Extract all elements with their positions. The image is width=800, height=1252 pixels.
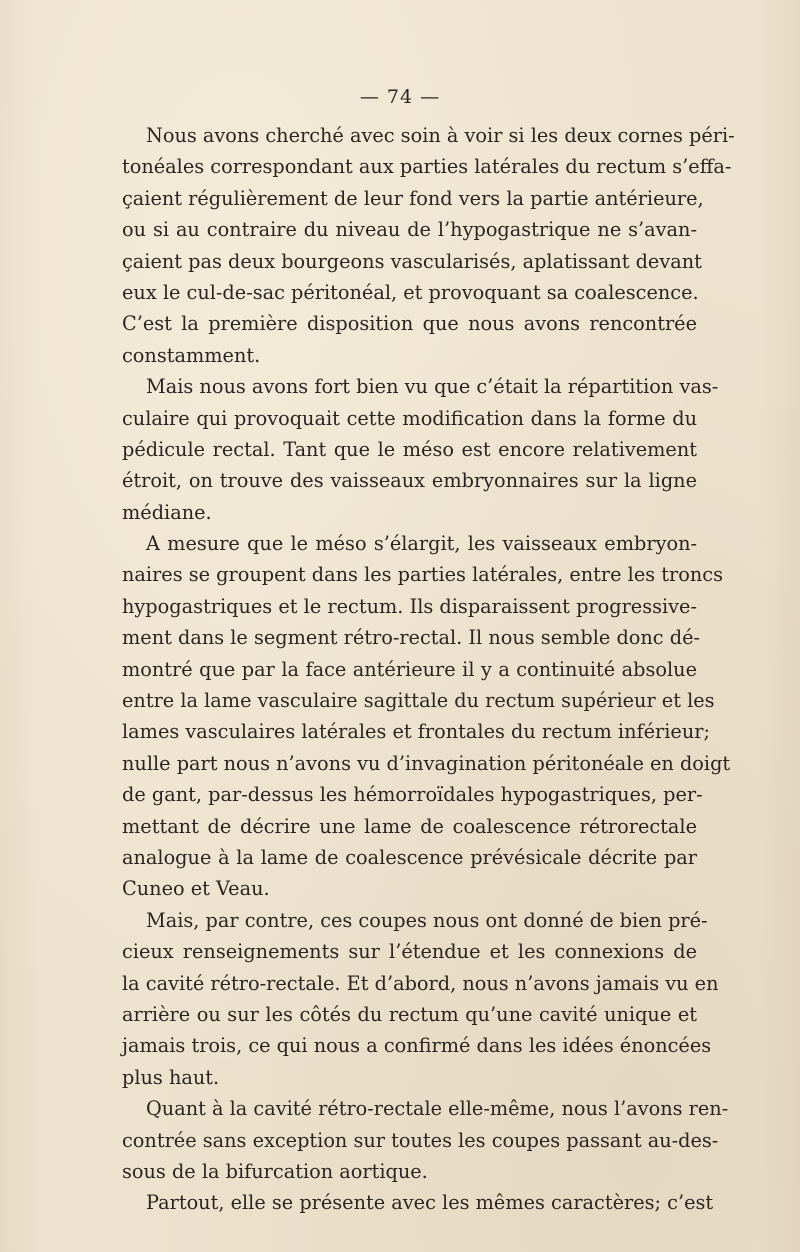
- text-line: çaient régulièrement de leur fond vers la partie antérieure,: [122, 186, 704, 210]
- text-line: lames vasculaires latérales et frontales du rectum inférieur;: [122, 720, 710, 744]
- text-line: plus haut.: [122, 1065, 220, 1089]
- text-line: analogue à la lame de coalescence prévésicale décrite par: [122, 845, 697, 869]
- text-line: constamment.: [122, 343, 261, 367]
- text-line: jamais trois, ce qui nous a confirmé dans les idées énoncées: [122, 1034, 712, 1058]
- text-line: tonéales correspondant aux parties latérales du rectum s’effa-: [122, 155, 732, 179]
- text-line: eux le cul-de-sac péritonéal, et provoquant sa coalescence.: [122, 280, 699, 304]
- text-line: médiane.: [122, 500, 212, 524]
- text-line: hypogastriques et le rectum. Ils disparaissent progressive-: [122, 594, 697, 618]
- text-line: la cavité rétro-rectale. Et d’abord, nous n’avons jamais vu en: [122, 971, 719, 995]
- text-line: étroit, on trouve des vaisseaux embryonnaires sur la ligne: [122, 469, 697, 493]
- text-line: Mais, par contre, ces coupes nous ont donné de bien pré-: [146, 908, 708, 932]
- text-line: Nous avons cherché avec soin à voir si les deux cornes péri-: [146, 124, 735, 147]
- body-text: [122, 120, 735, 1219]
- text-line: de gant, par-dessus les hémorroïdales hypogastriques, per-: [122, 783, 703, 807]
- text-line: C’est la première disposition que nous avons rencontrée: [122, 312, 697, 336]
- text-line: mettant de décrire une lame de coalescence rétrorectale: [122, 814, 697, 838]
- text-line: entre la lame vasculaire sagittale du rectum supérieur et les: [122, 689, 715, 713]
- text-line: Cuneo et Veau.: [122, 877, 270, 901]
- text-line: Quant à la cavité rétro-rectale elle-même, nous l’avons ren-: [146, 1097, 729, 1121]
- text-line: Partout, elle se présente avec les mêmes caractères; c’est: [146, 1191, 714, 1215]
- text-line: cieux renseignements sur l’étendue et les connexions de: [122, 940, 697, 964]
- page-number: — 74 —: [359, 86, 441, 108]
- text-line: A mesure que le méso s’élargit, les vaisseaux embryon-: [146, 532, 697, 556]
- text-line: Mais nous avons fort bien vu que c’était la répartition vas-: [146, 375, 719, 399]
- text-line: culaire qui provoquait cette modification dans la forme du: [122, 406, 697, 430]
- text-line: naires se groupent dans les parties latérales, entre les troncs: [122, 563, 723, 587]
- text-line: çaient pas deux bourgeons vascularisés, aplatissant devant: [122, 249, 702, 273]
- text-line: nulle part nous n’avons vu d’invagination péritonéale en doigt: [122, 751, 731, 775]
- text-line: ment dans le segment rétro-rectal. Il nous semble donc dé-: [122, 626, 701, 650]
- text-line: pédicule rectal. Tant que le méso est encore relativement: [122, 437, 697, 461]
- text-line: sous de la bifurcation aortique.: [122, 1159, 428, 1183]
- text-line: montré que par la face antérieure il y a continuité absolue: [122, 657, 697, 681]
- text-line: ou si au contraire du niveau de l’hypogastrique ne s’avan-: [122, 218, 697, 242]
- text-line: contrée sans exception sur toutes les coupes passant au-des-: [122, 1128, 719, 1152]
- text-line: arrière ou sur les côtés du rectum qu’une cavité unique et: [122, 1002, 697, 1026]
